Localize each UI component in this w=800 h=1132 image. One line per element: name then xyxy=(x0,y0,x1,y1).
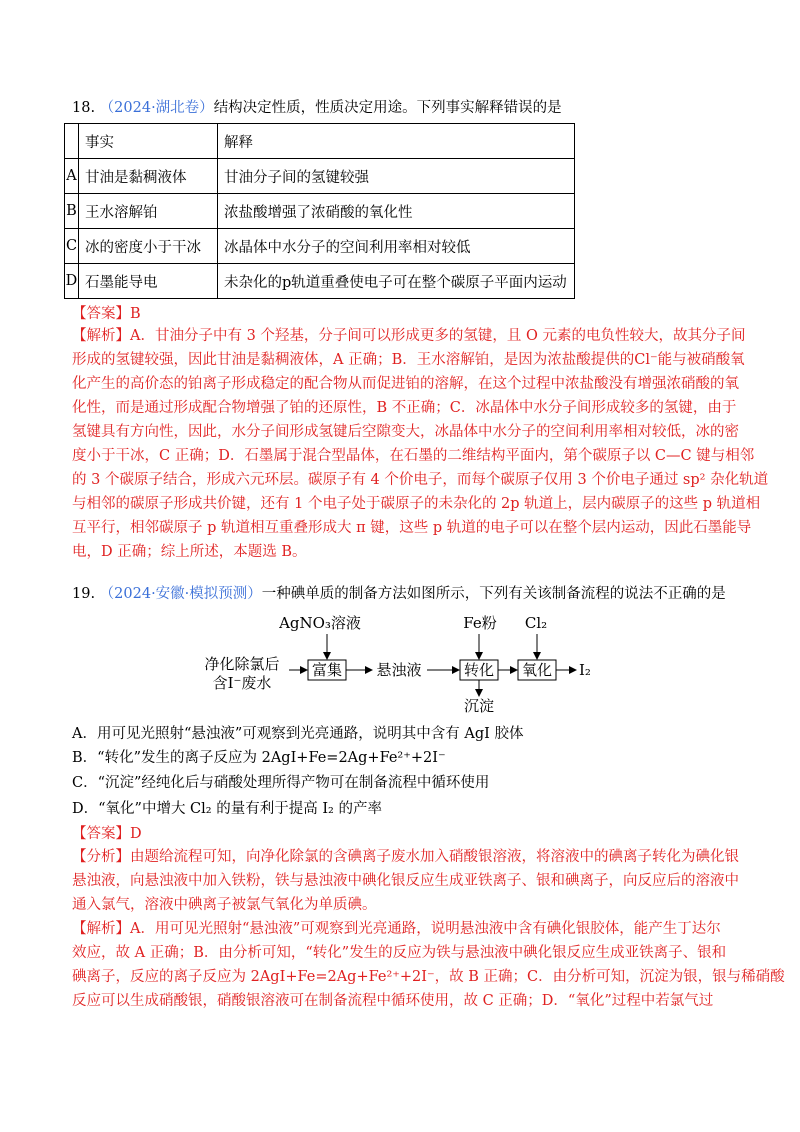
analysis-line: 悬浊液，向悬浊液中加入铁粉，铁与悬浊液中碘化银反应生成亚铁离子、银和碘离子，向反应后的溶液中 xyxy=(72,873,739,889)
table-row xyxy=(65,159,575,194)
analysis-line: 度小于干冰，C 正确；D．石墨属于混合型晶体，在石墨的二维结构平面内，第个碳原子以 C—C 键与相邻 xyxy=(72,448,755,464)
flow-intermediate: 悬浊液 xyxy=(376,661,422,679)
option-a: A．用可见光照射“悬浊液”可观察到光亮通路，说明其中含有 AgI 胶体 xyxy=(72,726,524,742)
analysis-line: 【分析】由题给流程可知，向净化除氯的含碘离子废水加入硝酸银溶液，将溶液中的碘离子转化为碘化银 xyxy=(72,849,739,865)
answer-label: 【答案】 xyxy=(72,826,130,842)
analysis-line: 的 3 个碳原子结合，形成六元环层。碳原子有 4 个价电子，而每个碳原子仅用 3 个价电子通过 sp² 杂化轨道 xyxy=(72,472,769,488)
row-key: C xyxy=(65,229,79,264)
table-header-cell: 事实 xyxy=(79,124,218,159)
table-header-row xyxy=(65,124,575,159)
analysis-line: 电，D 正确；综上所述，本题选 B。 xyxy=(72,544,307,560)
analysis-line: 【解析】A．甘油分子中有 3 个羟基，分子间可以形成更多的氢键，且 O 元素的电负性较大，故其分子间 xyxy=(72,328,746,344)
flow-byproduct: 沉淀 xyxy=(463,697,495,715)
row-key: D xyxy=(65,264,79,299)
question-source: （2024·湖北卷） xyxy=(99,100,214,116)
question-text: 结构决定性质，性质决定用途。下列事实解释错误的是 xyxy=(213,100,562,116)
jiexi-19 xyxy=(72,917,785,1013)
row-explain: 浓盐酸增强了浓硝酸的氧化性 xyxy=(218,194,575,229)
answer-18 xyxy=(72,302,141,323)
row-key: A xyxy=(65,159,79,194)
answer-19 xyxy=(72,822,142,843)
flow-reagent3: Cl₂ xyxy=(524,614,548,632)
answer-value: B xyxy=(130,306,141,322)
option-c: C．“沉淀”经纯化后与硝酸处理所得产物可在制备流程中循环使用 xyxy=(72,775,490,791)
analysis-line: 【解析】A．用可见光照射“悬浊液”可观察到光亮通路，说明悬浊液中含有碘化银胶体，能产生丁达尔 xyxy=(72,921,721,937)
row-fact: 甘油是黏稠液体 xyxy=(79,159,218,194)
analysis-18 xyxy=(72,324,769,564)
row-explain: 冰晶体中水分子的空间利用率相对较低 xyxy=(218,229,575,264)
analysis-line: 反应可以生成硝酸银，硝酸银溶液可在制备流程中循环使用，故 C 正确；D．“氧化”过程中若氯气过 xyxy=(72,993,714,1009)
option-b: B．“转化”发生的离子反应为 2AgI+Fe=2Ag+Fe²⁺+2I⁻ xyxy=(72,750,446,766)
flow-step1: 富集 xyxy=(311,661,343,679)
analysis-line: 效应，故 A 正确；B．由分析可知，“转化”发生的反应为铁与悬浊液中碘化银反应生成亚铁离子、银和 xyxy=(72,945,727,961)
facts-table xyxy=(64,123,575,299)
flow-reagent2: Fe粉 xyxy=(463,614,497,632)
table-header-cell: 解释 xyxy=(218,124,575,159)
table-header-cell xyxy=(65,124,79,159)
table-row xyxy=(65,229,575,264)
analysis-line: 氢键具有方向性，因此，水分子间形成氢键后空隙变大，冰晶体中水分子的空间利用率相对较低，冰的密 xyxy=(72,424,739,440)
row-fact: 石墨能导电 xyxy=(79,264,218,299)
row-fact: 王水溶解铂 xyxy=(79,194,218,229)
question-text: 一种碘单质的制备方法如图所示，下列有关该制备流程的说法不正确的是 xyxy=(261,586,726,602)
question-number: 18. xyxy=(72,100,96,116)
analysis-line: 通入氯气，溶液中碘离子被氯气氧化为单质碘。 xyxy=(72,897,377,913)
fenxi-19 xyxy=(72,845,739,917)
analysis-line: 碘离子，反应的离子反应为 2AgI+Fe=2Ag+Fe²⁺+2I⁻，故 B 正确；C．由分析可知，沉淀为银，银与稀硝酸 xyxy=(72,969,785,985)
question-19-stem xyxy=(72,584,726,604)
row-fact: 冰的密度小于干冰 xyxy=(79,229,218,264)
flow-step2: 转化 xyxy=(463,661,495,679)
row-explain: 未杂化的p轨道重叠使电子可在整个碳原子平面内运动 xyxy=(218,264,575,299)
question-source: （2024·安徽·模拟预测） xyxy=(99,586,262,602)
analysis-line: 形成的氢键较强，因此甘油是黏稠液体，A 正确；B．王水溶解铂，是因为浓盐酸提供的Cl⁻能与被硝酸氧 xyxy=(72,352,745,368)
analysis-line: 与相邻的碳原子形成共价键，还有 1 个电子处于碳原子的未杂化的 2p 轨道上，层内碳原子的这些 p 轨道相 xyxy=(72,496,761,512)
flow-input-line2: 含I⁻废水 xyxy=(212,674,272,692)
flow-reagent1: AgNO₃溶液 xyxy=(279,614,361,632)
flow-input-line1: 净化除氯后 xyxy=(204,655,280,673)
row-key: B xyxy=(65,194,79,229)
analysis-line: 互平行，相邻碳原子 p 轨道相互重叠形成大 π 键，这些 p 轨道的电子可以在整个层内运动，因此石墨能导 xyxy=(72,520,752,536)
answer-label: 【答案】 xyxy=(72,306,130,322)
analysis-line: 化产生的高价态的铂离子形成稳定的配合物从而促进铂的溶解，在这个过程中浓盐酸没有增强浓硝酸的氧 xyxy=(72,376,739,392)
answer-value: D xyxy=(130,826,142,842)
row-explain: 甘油分子间的氢键较强 xyxy=(218,159,575,194)
flow-product: I₂ xyxy=(579,661,591,679)
table-row xyxy=(65,194,575,229)
question-number: 19. xyxy=(72,586,96,602)
question-18-stem xyxy=(72,98,562,118)
table-row xyxy=(65,264,575,299)
flow-diagram xyxy=(190,610,610,715)
option-d: D．“氧化”中增大 Cl₂ 的量有利于提高 I₂ 的产率 xyxy=(72,801,382,817)
flow-step3: 氧化 xyxy=(521,661,553,679)
analysis-line: 化性，而是通过形成配合物增强了铂的还原性，B 不正确；C．冰晶体中水分子间形成较多的氢键，由于 xyxy=(72,400,737,416)
